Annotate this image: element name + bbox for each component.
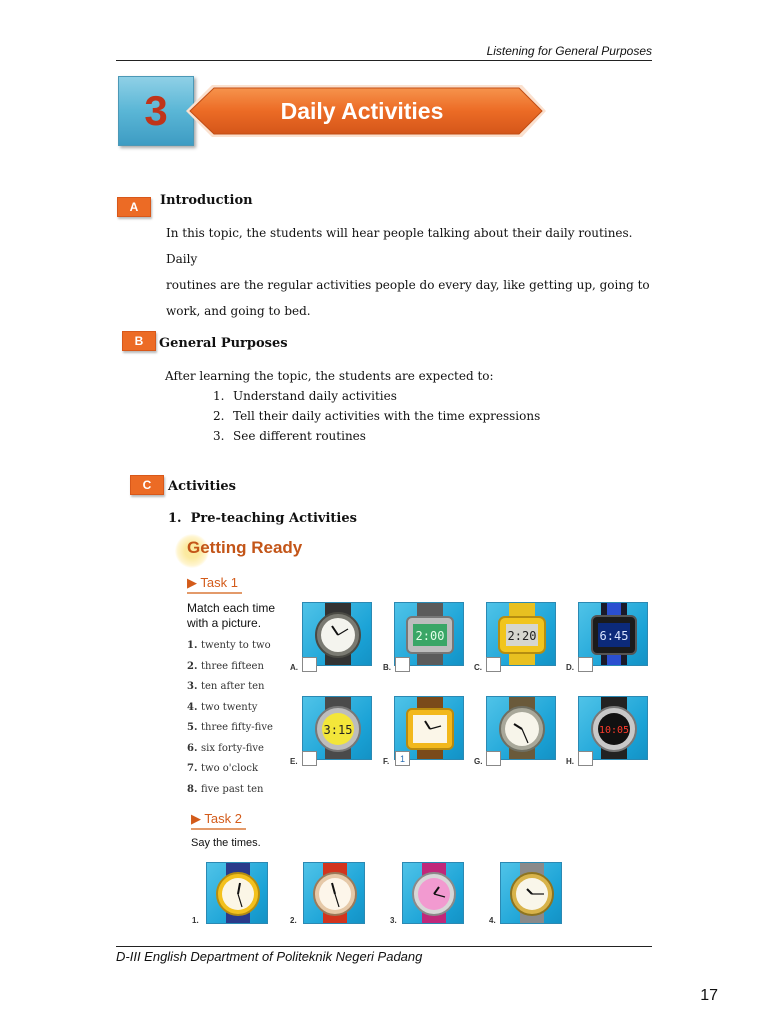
task2-watch-3-label: 3. (390, 916, 397, 925)
watch-a-answer-box[interactable] (302, 657, 317, 672)
list-item: 4. two twenty (187, 701, 258, 713)
intro-line-2: routines are the regular activities people do every day, like getting up, going to (166, 278, 650, 292)
watch-d-answer-box[interactable] (578, 657, 593, 672)
svg-text:6:45: 6:45 (599, 629, 629, 643)
task2-label: ▶ Task 2 (191, 811, 242, 826)
watch-c-answer-box[interactable] (486, 657, 501, 672)
section-a-tag: A (117, 197, 151, 217)
pre-teaching-heading: 1. Pre-teaching Activities (168, 511, 357, 526)
footer-department: D-III English Department of Politeknik Negeri Padang (116, 949, 423, 964)
watch-g-label: G. (474, 757, 483, 766)
list-item: 1. twenty to two (187, 640, 271, 651)
list-item: 7. two o'clock (187, 763, 259, 774)
task2-watch-4-picture (500, 862, 562, 924)
task2-instruction: Say the times. (191, 837, 261, 849)
analog-watch-icon (403, 863, 464, 924)
analog-watch-icon (304, 863, 365, 924)
svg-text:2:00: 2:00 (415, 629, 445, 643)
watch-a-label: A. (290, 663, 298, 672)
watch-b-answer-box[interactable] (395, 657, 410, 672)
watch-h-answer-box[interactable] (578, 751, 593, 766)
svg-text:2:20: 2:20 (507, 629, 537, 643)
task1-instruction: Match each time with a picture. (187, 601, 276, 630)
list-item: 3. ten after ten (187, 681, 265, 692)
worksheet-title: Getting Ready (187, 538, 303, 557)
task2-watch-2-label: 2. (290, 916, 297, 925)
watch-b-label: B. (383, 663, 391, 672)
svg-text:3:15: 3:15 (323, 723, 353, 737)
task2-underline (191, 828, 246, 830)
task2-watch-2-picture (303, 862, 365, 924)
watch-d-label: D. (566, 663, 574, 672)
section-b-tag: B (122, 331, 156, 351)
task2-watch-4-label: 4. (489, 916, 496, 925)
task1-underline (187, 592, 242, 594)
task1-label: ▶ Task 1 (187, 575, 238, 590)
footer-rule (116, 946, 652, 947)
analog-watch-icon (207, 863, 268, 924)
section-b-heading: General Purposes (159, 336, 288, 351)
task2-watch-1-picture (206, 862, 268, 924)
list-item: 3. See different routines (213, 429, 366, 443)
section-c-heading: Activities (168, 479, 236, 494)
page-number: 17 (700, 987, 718, 1004)
list-item: 2. Tell their daily activities with the time expressions (213, 409, 541, 423)
chapter-number: 3 (144, 87, 168, 134)
header-rule (116, 60, 652, 61)
purposes-list (213, 386, 540, 446)
running-header: Listening for General Purposes (486, 44, 652, 58)
intro-line-3: work, and going to bed. (166, 304, 311, 318)
watch-g-answer-box[interactable] (486, 751, 501, 766)
section-c-tag: C (130, 475, 164, 495)
watch-c-label: C. (474, 663, 482, 672)
list-item: 5. three fifty-five (187, 722, 273, 733)
list-item: 8. five past ten (187, 783, 264, 795)
list-item: 6. six forty-five (187, 742, 264, 754)
task2-watch-1-label: 1. (192, 916, 199, 925)
watch-e-label: E. (290, 757, 298, 766)
purposes-lead: After learning the topic, the students are expected to: (165, 369, 494, 383)
task1-time-list (187, 636, 273, 800)
chapter-title: Daily Activities (280, 97, 444, 124)
introduction-paragraph (166, 220, 656, 324)
watch-e-answer-box[interactable] (302, 751, 317, 766)
section-a-heading: Introduction (160, 193, 253, 208)
intro-line-1: In this topic, the students will hear people talking about their daily routines. Daily (166, 226, 633, 266)
watch-f-label: F. (383, 757, 390, 766)
list-item: 2. three fifteen (187, 660, 264, 672)
watch-h-label: H. (566, 757, 574, 766)
task2-watch-3-picture (402, 862, 464, 924)
list-item: 1. Understand daily activities (213, 389, 397, 403)
analog-watch-icon (501, 863, 562, 924)
svg-text:10:05: 10:05 (598, 725, 630, 736)
watch-f-answer-box[interactable]: 1 (395, 751, 410, 766)
